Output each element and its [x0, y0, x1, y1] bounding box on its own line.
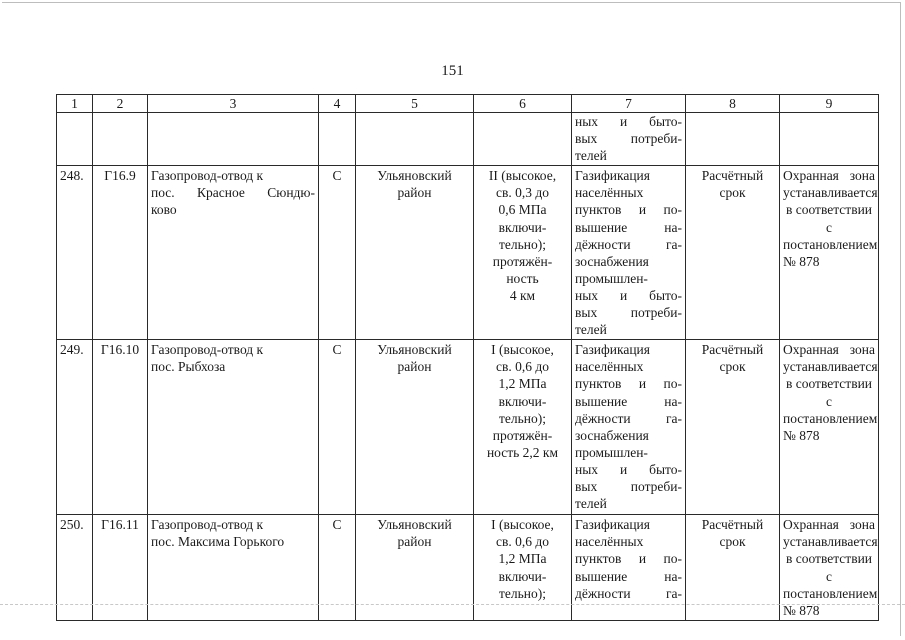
text-line: включи- — [498, 219, 547, 235]
cell-name — [148, 166, 319, 340]
cell-district — [356, 166, 474, 340]
cell-term — [686, 340, 780, 515]
text-line: промышлен- — [575, 444, 648, 460]
text-line: Газификация — [575, 168, 650, 184]
page-bottom-edge — [0, 604, 905, 606]
cell-purpose — [572, 166, 686, 340]
text-line: Газопровод-отвод к — [151, 168, 264, 184]
text-line: ность 2,2 км — [486, 444, 559, 460]
text-line: ных и быто- — [575, 287, 682, 303]
text-line: 0,6 МПа — [498, 202, 547, 218]
column-header: 8 — [686, 95, 780, 113]
column-header: 4 — [319, 95, 356, 113]
text-line: Охранная зона — [783, 168, 875, 184]
text-line: вых потреби- — [575, 479, 682, 495]
text-line: в соответствии с — [785, 551, 873, 584]
text-line: населённых — [575, 359, 644, 375]
text-line: устанавливается — [783, 185, 878, 201]
text-line: св. 0,6 до — [496, 534, 549, 550]
text-line: протяжён- — [492, 427, 553, 443]
cell-status — [319, 113, 356, 166]
text-line: ных и быто- — [575, 114, 682, 129]
text-line: вышение на- — [575, 393, 682, 409]
text-line: пос. Рыбхоза — [151, 359, 226, 375]
text-line: Ульяновский — [377, 342, 452, 358]
text-line: включи- — [498, 393, 547, 409]
text-line: постановлением — [783, 236, 878, 252]
text-line: тельно); — [498, 236, 546, 252]
cell-num: 250. — [57, 515, 93, 621]
column-header: 1 — [57, 95, 93, 113]
text-line: Ульяновский — [377, 168, 452, 184]
cell-params — [474, 340, 572, 515]
text-line: I (высокое, — [491, 342, 554, 358]
text-line: Расчётный — [701, 342, 764, 358]
text-line: телей — [575, 496, 607, 512]
text-line: св. 0,3 до — [496, 185, 549, 201]
text-line: район — [397, 185, 432, 201]
text-line: Охранная зона — [783, 342, 875, 358]
register-table — [56, 94, 879, 621]
cell-status: С — [319, 515, 356, 621]
text-line: населённых — [575, 185, 644, 201]
text-line: Охранная зона — [783, 517, 875, 533]
text-line: 1,2 МПа — [498, 551, 547, 567]
text-line: дёжности га- — [575, 585, 682, 601]
text-line: № 878 — [783, 602, 820, 618]
text-line: 4 км — [509, 287, 536, 303]
text-line: пос. Красное Сюндю- — [151, 185, 315, 201]
text-line: пос. Максима Горького — [151, 534, 285, 550]
cell-params — [474, 166, 572, 340]
text-line: Расчётный — [701, 517, 764, 533]
column-header: 9 — [780, 95, 879, 113]
text-line: ных и быто- — [575, 461, 682, 477]
text-line: срок — [719, 359, 746, 375]
cell-code: Г16.10 — [93, 340, 148, 515]
cell-num: 249. — [57, 340, 93, 515]
text-line: Ульяновский — [377, 517, 452, 533]
cell-params — [474, 113, 572, 166]
cell-num: 248. — [57, 166, 93, 340]
column-header: 5 — [356, 95, 474, 113]
cell-status: С — [319, 166, 356, 340]
cell-code — [93, 113, 148, 166]
page-number: 151 — [441, 63, 464, 79]
text-line: I (высокое, — [491, 517, 554, 533]
cell-term — [686, 113, 780, 166]
cell-zone — [780, 166, 879, 340]
cell-code: Г16.11 — [93, 515, 148, 621]
text-line: район — [397, 534, 432, 550]
cell-term — [686, 166, 780, 340]
column-header: 3 — [148, 95, 319, 113]
text-line: Расчётный — [701, 168, 764, 184]
table-row — [57, 340, 879, 515]
text-line: II (высокое, — [488, 168, 557, 184]
continuation-row — [57, 113, 879, 166]
text-line: Газопровод-отвод к — [151, 517, 264, 533]
text-line: Газификация — [575, 517, 650, 533]
header-row — [57, 95, 879, 113]
cell-zone — [780, 340, 879, 515]
text-line: включи- — [498, 568, 547, 584]
cell-zone — [780, 113, 879, 166]
text-line: постановлением — [783, 585, 878, 601]
column-header: 2 — [93, 95, 148, 113]
text-line: вышение на- — [575, 568, 682, 584]
cell-status: С — [319, 340, 356, 515]
text-line: постановлением — [783, 410, 878, 426]
text-line: вых потреби- — [575, 131, 682, 147]
text-line: № 878 — [783, 253, 820, 269]
text-line: ность — [506, 270, 539, 286]
text-line: зоснабжения — [575, 427, 649, 443]
text-line: Газификация — [575, 342, 650, 358]
text-line: срок — [719, 185, 746, 201]
text-line: в соответствии с — [785, 202, 873, 235]
cell-district — [356, 113, 474, 166]
text-line: пунктов и по- — [575, 551, 682, 567]
text-line: промышлен- — [575, 270, 648, 286]
table-row — [57, 166, 879, 340]
text-line: пунктов и по- — [575, 376, 682, 392]
text-line: дёжности га- — [575, 410, 682, 426]
text-line: Газопровод-отвод к — [151, 342, 264, 358]
cell-district — [356, 340, 474, 515]
text-line: срок — [719, 534, 746, 550]
text-line: протяжён- — [492, 253, 553, 269]
text-line: ково — [151, 202, 177, 218]
text-line: район — [397, 359, 432, 375]
cell-purpose — [572, 340, 686, 515]
text-line: тельно); — [498, 410, 546, 426]
text-line: 1,2 МПа — [498, 376, 547, 392]
cell-purpose — [572, 113, 686, 166]
column-header: 6 — [474, 95, 572, 113]
column-header: 7 — [572, 95, 686, 113]
text-line: дёжности га- — [575, 236, 682, 252]
text-line: телей — [575, 322, 607, 338]
text-line: в соответствии с — [785, 376, 873, 409]
text-line: зоснабжения — [575, 253, 649, 269]
text-line: устанавливается — [783, 534, 878, 550]
cell-code: Г16.9 — [93, 166, 148, 340]
text-line: № 878 — [783, 427, 820, 443]
text-line: устанавливается — [783, 359, 878, 375]
text-line: пунктов и по- — [575, 202, 682, 218]
text-line: населённых — [575, 534, 644, 550]
text-line: тельно); — [498, 585, 546, 601]
cell-name — [148, 340, 319, 515]
text-line: вых потреби- — [575, 305, 682, 321]
text-line: вышение на- — [575, 219, 682, 235]
cell-name — [148, 113, 319, 166]
text-line: св. 0,6 до — [496, 359, 549, 375]
cell-num — [57, 113, 93, 166]
text-line: телей — [575, 148, 607, 164]
